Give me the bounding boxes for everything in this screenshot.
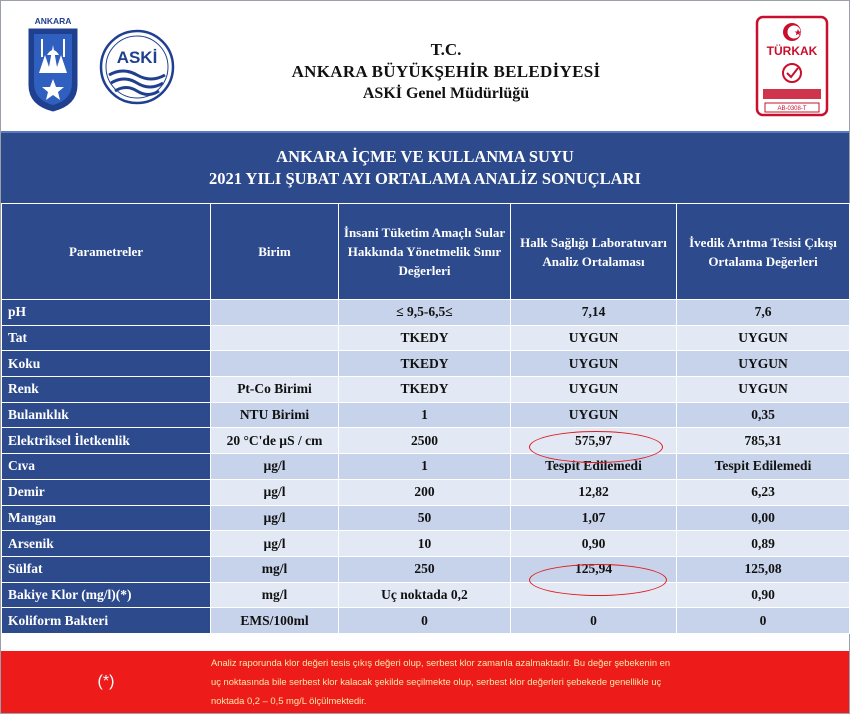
lab-value-cell: UYGUN <box>511 377 677 403</box>
table-header-row <box>2 204 850 300</box>
table-row <box>2 608 850 634</box>
parameter-cell: pH <box>2 300 211 326</box>
parameter-cell: Cıva <box>2 454 211 480</box>
lab-value-cell: 575,97 <box>511 428 677 454</box>
header <box>1 1 849 129</box>
lab-value-cell: UYGUN <box>511 351 677 377</box>
footnote-text <box>211 653 841 710</box>
plant-value-cell: 0,89 <box>677 531 850 557</box>
footnote-line2: uç noktasında bile serbest klor kalacak şekilde seçilmekte olup, serbest klor değerleri şebekede genellikle uç <box>211 676 662 687</box>
parameter-cell: Sülfat <box>2 556 211 582</box>
unit-cell <box>211 351 339 377</box>
column-header: İvedik Arıtma Tesisi Çıkışı Ortalama Değerleri <box>677 204 850 300</box>
header-line3: ASKİ Genel Müdürlüğü <box>362 85 530 102</box>
limit-cell: 1 <box>339 454 511 480</box>
column-header: İnsani Tüketim Amaçlı Sular Hakkında Yönetmelik Sınır Değerleri <box>339 204 511 300</box>
lab-value-cell: 0 <box>511 608 677 634</box>
plant-value-cell: 7,6 <box>677 300 850 326</box>
plant-value-cell: 0 <box>677 608 850 634</box>
title-line1: ANKARA İÇME VE KULLANMA SUYU <box>276 147 574 166</box>
header-line2: ANKARA BÜYÜKŞEHİR BELEDİYESİ <box>291 62 601 81</box>
ankara-logo-text: ANKARA <box>34 16 72 26</box>
table-row <box>2 479 850 505</box>
unit-cell: mg/l <box>211 556 339 582</box>
limit-cell: 50 <box>339 505 511 531</box>
column-header: Birim <box>211 204 339 300</box>
column-header: Parametreler <box>2 204 211 300</box>
limit-cell: TKEDY <box>339 325 511 351</box>
lab-value-cell: UYGUN <box>511 325 677 351</box>
footnote-line1: Analiz raporunda klor değeri tesis çıkış değeri olup, serbest klor zamanla azalmaktadır. Bu değer şebekenin en <box>211 657 671 668</box>
plant-value-cell: Tespit Edilemedi <box>677 454 850 480</box>
title-band <box>1 131 849 205</box>
title-line2: 2021 YILI ŞUBAT AYI ORTALAMA ANALİZ SONUÇLARI <box>209 169 641 188</box>
aski-logo-text: ASKİ <box>116 48 158 67</box>
parameter-cell: Elektriksel İletkenlik <box>2 428 211 454</box>
unit-cell: µg/l <box>211 479 339 505</box>
table-row <box>2 300 850 326</box>
header-titles <box>251 39 641 105</box>
table-row <box>2 531 850 557</box>
limit-cell: 0 <box>339 608 511 634</box>
ankara-logo-icon <box>23 15 83 113</box>
lab-value-cell: 125,94 <box>511 556 677 582</box>
table-row <box>2 402 850 428</box>
parameter-cell: Mangan <box>2 505 211 531</box>
turkak-logo-code: AB-0308-T <box>777 106 807 113</box>
limit-cell: ≤ 9,5-6,5≤ <box>339 300 511 326</box>
table-row <box>2 582 850 608</box>
limit-cell: 250 <box>339 556 511 582</box>
parameter-cell: Bulanıklık <box>2 402 211 428</box>
unit-cell: µg/l <box>211 505 339 531</box>
lab-value-cell: 0,90 <box>511 531 677 557</box>
parameter-cell: Renk <box>2 377 211 403</box>
table-row <box>2 556 850 582</box>
parameter-cell: Koku <box>2 351 211 377</box>
parameter-cell: Bakiye Klor (mg/l)(*) <box>2 582 211 608</box>
unit-cell: µg/l <box>211 454 339 480</box>
unit-cell: µg/l <box>211 531 339 557</box>
turkak-logo-text: TÜRKAK <box>766 44 818 58</box>
turkak-logo-icon <box>755 15 829 117</box>
analysis-table <box>1 203 850 634</box>
lab-value-cell <box>511 582 677 608</box>
plant-value-cell: UYGUN <box>677 325 850 351</box>
lab-value-cell: 7,14 <box>511 300 677 326</box>
table-row <box>2 377 850 403</box>
plant-value-cell: 0,90 <box>677 582 850 608</box>
limit-cell: 2500 <box>339 428 511 454</box>
table-row <box>2 351 850 377</box>
lab-value-cell: 12,82 <box>511 479 677 505</box>
limit-cell: 10 <box>339 531 511 557</box>
unit-cell: mg/l <box>211 582 339 608</box>
lab-value-cell: Tespit Edilemedi <box>511 454 677 480</box>
limit-cell: TKEDY <box>339 377 511 403</box>
plant-value-cell: 125,08 <box>677 556 850 582</box>
plant-value-cell: UYGUN <box>677 377 850 403</box>
table-row <box>2 505 850 531</box>
unit-cell <box>211 300 339 326</box>
table-row <box>2 428 850 454</box>
plant-value-cell: UYGUN <box>677 351 850 377</box>
limit-cell: Uç noktada 0,2 <box>339 582 511 608</box>
table-row <box>2 325 850 351</box>
plant-value-cell: 785,31 <box>677 428 850 454</box>
plant-value-cell: 0,00 <box>677 505 850 531</box>
header-line1: T.C. <box>430 40 462 59</box>
column-header: Halk Sağlığı Laboratuvarı Analiz Ortalaması <box>511 204 677 300</box>
footnote-marker: (*) <box>97 673 115 690</box>
lab-value-cell: 1,07 <box>511 505 677 531</box>
plant-value-cell: 0,35 <box>677 402 850 428</box>
aski-logo-icon <box>99 23 175 111</box>
unit-cell: 20 °C'de µS / cm <box>211 428 339 454</box>
footnote <box>1 651 849 713</box>
unit-cell: Pt-Co Birimi <box>211 377 339 403</box>
plant-value-cell: 6,23 <box>677 479 850 505</box>
limit-cell: 1 <box>339 402 511 428</box>
footnote-line3: noktada 0,2 – 0,5 mg/L ölçülmektedir. <box>211 695 367 706</box>
unit-cell: EMS/100ml <box>211 608 339 634</box>
table-row <box>2 454 850 480</box>
parameter-cell: Koliform Bakteri <box>2 608 211 634</box>
unit-cell <box>211 325 339 351</box>
parameter-cell: Tat <box>2 325 211 351</box>
parameter-cell: Arsenik <box>2 531 211 557</box>
parameter-cell: Demir <box>2 479 211 505</box>
lab-value-cell: UYGUN <box>511 402 677 428</box>
limit-cell: 200 <box>339 479 511 505</box>
unit-cell: NTU Birimi <box>211 402 339 428</box>
limit-cell: TKEDY <box>339 351 511 377</box>
